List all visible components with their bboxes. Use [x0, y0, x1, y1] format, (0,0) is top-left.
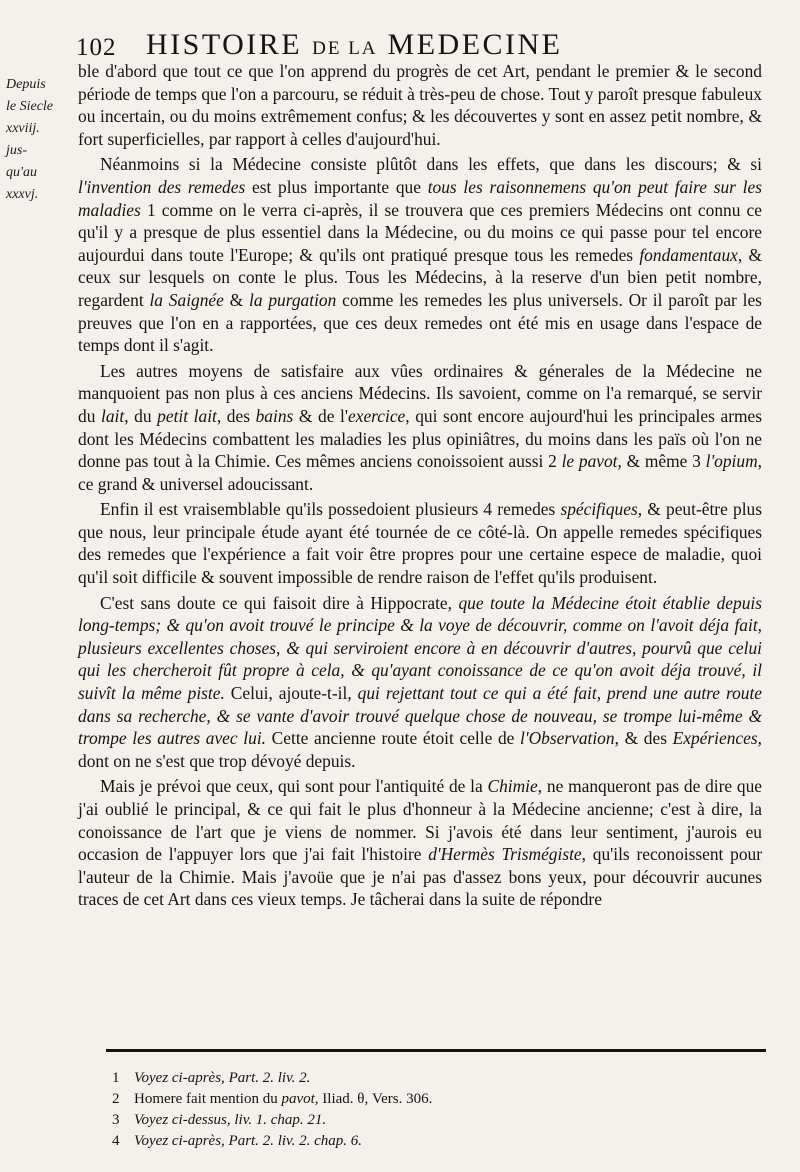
italic-run: le pavot	[561, 451, 618, 472]
text-run: Celui, ajoute-t-il,	[224, 683, 358, 704]
text-run: &	[223, 289, 250, 310]
text-run: , & ceux sur lesquels on conte le plus. Tous les Médecins, à la reserve d'un bien petit nombre, regardent	[78, 244, 763, 310]
footnote	[112, 1131, 632, 1152]
italic-run: tous les raisonnemens qu'on peut faire sur les maladies	[78, 176, 762, 220]
italic-run: exercice	[348, 405, 406, 426]
paragraph	[78, 592, 762, 773]
margin-note-line: xxxvj.	[6, 187, 39, 202]
footnote-text	[134, 1070, 310, 1086]
italic-run: Expériences	[672, 728, 758, 749]
paragraph	[78, 60, 762, 150]
text-run: Mais je prévoi que ceux, qui sont pour l'antiquité de la	[100, 776, 488, 797]
footnote	[112, 1068, 632, 1089]
text-run: , du	[124, 405, 158, 426]
margin-note	[6, 74, 72, 206]
italic-run: Chimie	[487, 776, 538, 797]
paragraph	[78, 498, 762, 588]
italic-run: lait	[101, 405, 125, 426]
text-run: , & des	[614, 728, 673, 749]
margin-note-line: qu'au	[6, 165, 37, 180]
italic-run: que toute la Médecine étoit établie depuis long-temps; & qu'on avoit trouvé le principe & la voye de découvrir, comme on l'avoit déja fait, plusieurs excellentes choses, & qui serviroient encore à en découvrir d'autres, pourvû que celui qui les chercheroit fût propre à cela, & qu'ayant conoissance de ce qu'on avoit déja trouvé, il suivît la même piste.	[78, 592, 762, 704]
margin-note-line: Depuis	[6, 77, 46, 92]
running-title-part: DE LA	[312, 38, 378, 59]
italic-run: la purgation	[249, 289, 337, 310]
footnote-text	[134, 1112, 326, 1128]
running-title-part: MEDECINE	[387, 28, 563, 61]
text-run: pavot	[281, 1091, 315, 1107]
text-run: Enfin il est vraisemblable qu'ils possedoient plusieurs 4 remedes	[100, 499, 561, 520]
footnote-text	[134, 1091, 432, 1107]
italic-run: qui rejettant tout ce qui a été fait, prend une autre route dans sa recherche, & se vante d'avoir trouvé quelque chose de nouveau, se trompe lui-même & trompe les autres avec lui.	[78, 683, 763, 749]
text-run: Cette ancienne route étoit celle de	[266, 728, 521, 749]
text-run: , des	[216, 405, 256, 426]
text-run: , & même 3	[617, 451, 706, 472]
text-run: & de l'	[293, 405, 348, 426]
text-run: , & peut-être plus que nous, leur principale étude ayant été tournée de ce côté-là. On appelle remedes spécifiques des remedes que l'expérience a fait voir être propres pour une certaine espece de maladie, quoi qu'il soit difficile & souvent impossible de rendre raison de l'effet qu'ils produisent.	[78, 499, 762, 588]
text-run: Néanmoins si la Médecine consiste plûtôt dans les effets, que dans les discours; & si	[100, 154, 762, 175]
text-run: Part. 2. liv. 2.	[228, 1070, 311, 1086]
italic-run: bains	[255, 405, 294, 426]
text-run: Les autres moyens de satisfaire aux vûes ordinaires & génerales de la Médecine ne manquoient pas non plus à ces anciens Médecins. Ils savoient, comme on l'a remarqué, se servir du	[78, 360, 762, 426]
main-text	[78, 60, 762, 911]
italic-run: spécifiques	[560, 499, 638, 520]
italic-run: l'opium	[705, 451, 758, 472]
text-run: , qu'ils reconoissent pour l'auteur de la Chimie. Mais j'avoüe que je n'ai pas d'assez bons yeux, pour découvrir aucunes traces de cet Art dans ces vieux temps. Je tâcherai dans la suite de répondre	[78, 844, 762, 910]
text-run: , ce grand & universel adoucissant.	[78, 451, 762, 494]
text-run: Voyez ci-après,	[134, 1070, 229, 1086]
footnote-number: 2	[112, 1091, 120, 1107]
running-title-part: HISTOIRE	[146, 28, 303, 61]
text-run: Voyez ci-dessus, liv. 1. chap. 21.	[134, 1112, 327, 1128]
italic-run: petit lait	[157, 405, 217, 426]
footnote-number: 3	[112, 1112, 120, 1128]
footnote-text	[134, 1133, 362, 1149]
text-run: ble d'abord que tout ce que l'on apprend du progrès de cet Art, pendant le premier & le second période de temps que l'on a parcouru, se réduit à très-peu de chose. Tout y paroît presque fabuleux ou incertain, ou du moins extrêmement confus; & les découvertes y sont en assez petit nombre, & fort superficielles, par rapport à celles d'aujourd'hui.	[78, 61, 762, 149]
margin-note-line: le Siecle	[6, 99, 54, 114]
text-run: , ne manqueront pas de dire que j'ai oublié le principal, & ce qui fait le plus d'honneur à la Médecine ancienne; c'est à dire, la conoissance de l'art que je viens de nommer. Si j'avois été dans leur sentiment, j'aurois eu occasion de l'appuyer lors que j'ai fait l'histoire	[78, 776, 762, 865]
italic-run: la Saignée	[149, 289, 224, 310]
page-number: 102	[76, 34, 117, 61]
footnote	[112, 1089, 632, 1110]
text-run: Homere fait mention du	[134, 1091, 282, 1107]
paragraph	[78, 775, 762, 911]
paragraph	[78, 360, 762, 496]
footnote	[112, 1110, 632, 1131]
running-title	[146, 28, 563, 62]
margin-note-line: jus-	[6, 143, 27, 158]
text-run: , qui sont encore aujourd'hui les principales armes dont les Médecins combattent les maladies les plus opiniâtres, du moins dans les païs où l'on ne donne pas tout à la Chimie. Ces mêmes anciens conoissoient aussi 2	[78, 405, 763, 472]
footnotes	[112, 1068, 632, 1152]
italic-run: d'Hermès Trismégiste	[428, 844, 582, 865]
margin-note-line: xxviij.	[6, 121, 40, 136]
text-run: , dont on ne s'est que trop dévoyé depuis.	[78, 728, 762, 771]
text-run: comme les remedes les plus universels. Or il paroît par les preuves que l'on en a rapportées, que ces deux remedes ont été mis en usage dans l'espace de temps dont il s'agit.	[78, 289, 762, 356]
italic-run: l'Observation	[520, 728, 615, 749]
footnote-number: 4	[112, 1133, 120, 1149]
footnote-divider	[106, 1049, 766, 1052]
text-run: 1 comme on le verra ci-après, il se trouvera que ces premiers Médecins ont connu ce qu'il y a presque de plus essentiel dans la Médecine, ou du moins ce qui passe pour tel encore aujourdui dans toute l'Europe; & qu'ils ont pratiqué presque tous les remedes	[78, 199, 762, 265]
text-run: est plus importante que	[245, 176, 428, 197]
italic-run: l'invention des remedes	[78, 176, 246, 197]
text-run: C'est sans doute ce qui faisoit dire à Hippocrate,	[100, 592, 459, 613]
text-run: , Iliad. θ, Vers. 306.	[314, 1091, 433, 1107]
text-run: Voyez ci-après, Part. 2. liv. 2. chap. 6.	[134, 1133, 363, 1149]
paragraph	[78, 153, 762, 356]
italic-run: fondamentaux	[639, 244, 738, 265]
footnote-number: 1	[112, 1070, 120, 1086]
